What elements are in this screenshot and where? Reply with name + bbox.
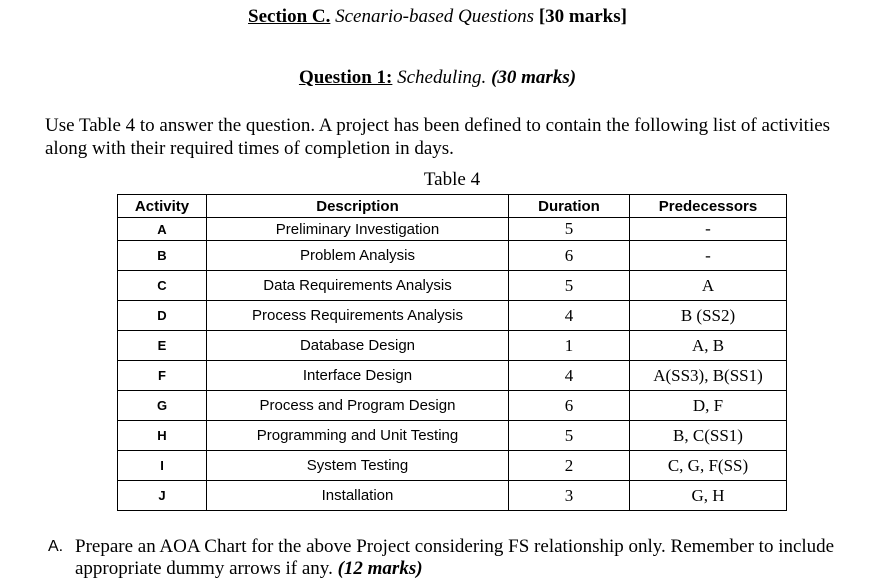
question-marks: (30 marks) <box>486 67 577 88</box>
question-topic: Scheduling. <box>392 67 487 88</box>
predecessors-cell: A(SS3), B(SS1) <box>630 361 787 391</box>
part-a-text: Prepare an AOA Chart for the above Project considering FS relationship only. Remember to include appropriate dummy arrows if any. <box>75 536 835 579</box>
header-activity: Activity <box>118 195 207 218</box>
predecessors-cell: G, H <box>630 481 787 511</box>
table-row <box>118 391 787 421</box>
part-a-text-block <box>75 536 848 580</box>
predecessors-cell: B, C(SS1) <box>630 421 787 451</box>
header-description: Description <box>207 195 509 218</box>
predecessors-cell: D, F <box>630 391 787 421</box>
part-a-marker: A. <box>48 538 64 555</box>
question-label: Question 1: <box>298 67 393 88</box>
part-a-marks: (12 marks) <box>337 558 423 579</box>
table-header-row <box>118 195 787 218</box>
description-cell: Data Requirements Analysis <box>207 271 509 301</box>
section-title: Scenario-based Questions <box>330 6 539 27</box>
part-a <box>48 536 848 580</box>
duration-cell: 5 <box>509 421 630 451</box>
duration-cell: 5 <box>509 271 630 301</box>
table-row <box>118 218 787 241</box>
activity-cell: H <box>118 421 207 451</box>
table-row <box>118 361 787 391</box>
activity-cell: D <box>118 301 207 331</box>
activity-cell: F <box>118 361 207 391</box>
predecessors-cell: A <box>630 271 787 301</box>
description-cell: Problem Analysis <box>207 241 509 271</box>
table-row <box>118 421 787 451</box>
duration-cell: 2 <box>509 451 630 481</box>
description-cell: Installation <box>207 481 509 511</box>
duration-cell: 4 <box>509 301 630 331</box>
section-marks: [30 marks] <box>538 6 627 27</box>
description-cell: Programming and Unit Testing <box>207 421 509 451</box>
duration-cell: 6 <box>509 391 630 421</box>
activity-cell: J <box>118 481 207 511</box>
activity-cell: I <box>118 451 207 481</box>
predecessors-cell: - <box>630 218 787 241</box>
activity-cell: A <box>118 218 207 241</box>
description-cell: System Testing <box>207 451 509 481</box>
predecessors-cell: C, G, F(SS) <box>630 451 787 481</box>
duration-cell: 6 <box>509 241 630 271</box>
table-row <box>118 331 787 361</box>
table-caption: Table 4 <box>423 169 481 190</box>
description-cell: Preliminary Investigation <box>207 218 509 241</box>
section-heading <box>0 6 875 28</box>
activity-cell: B <box>118 241 207 271</box>
activity-table <box>117 194 787 511</box>
header-duration: Duration <box>509 195 630 218</box>
description-cell: Process Requirements Analysis <box>207 301 509 331</box>
predecessors-cell: A, B <box>630 331 787 361</box>
activity-cell: G <box>118 391 207 421</box>
activity-cell: E <box>118 331 207 361</box>
section-label: Section C. <box>248 6 331 27</box>
table-row <box>118 241 787 271</box>
description-cell: Process and Program Design <box>207 391 509 421</box>
table-row <box>118 301 787 331</box>
duration-cell: 5 <box>509 218 630 241</box>
question-heading <box>0 67 875 89</box>
duration-cell: 4 <box>509 361 630 391</box>
duration-cell: 1 <box>509 331 630 361</box>
intro-paragraph: Use Table 4 to answer the question. A project has been defined to contain the following list of activities along with their required times of completion in days. <box>45 115 831 159</box>
activity-cell: C <box>118 271 207 301</box>
header-predecessors: Predecessors <box>630 195 787 218</box>
table-row <box>118 451 787 481</box>
description-cell: Interface Design <box>207 361 509 391</box>
duration-cell: 3 <box>509 481 630 511</box>
table-row <box>118 271 787 301</box>
predecessors-cell: B (SS2) <box>630 301 787 331</box>
table-row <box>118 481 787 511</box>
predecessors-cell: - <box>630 241 787 271</box>
description-cell: Database Design <box>207 331 509 361</box>
